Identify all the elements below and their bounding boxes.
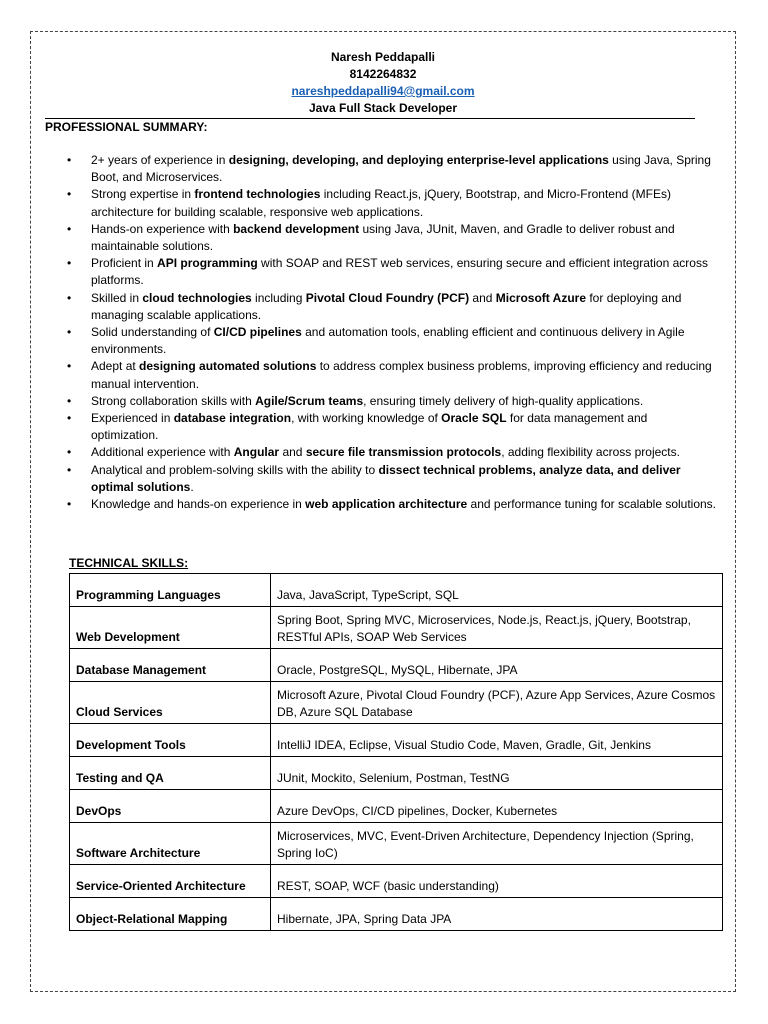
summary-item-text: and [279, 445, 306, 460]
bullet-icon: • [67, 359, 72, 374]
summary-item-text: for data management and optimization. [91, 411, 648, 443]
summary-item [45, 324, 717, 358]
summary-item-text: Proficient in [91, 256, 158, 271]
skills-row [70, 682, 723, 724]
summary-heading: PROFESSIONAL SUMMARY: [45, 120, 208, 134]
summary-item-text: Solid understanding of [91, 325, 214, 340]
summary-item-text: using Java, JUnit, Maven, and Gradle to deliver robust and maintainable solutions. [91, 221, 675, 254]
summary-item-text: , adding flexibility across projects. [501, 445, 680, 460]
summary-item [45, 410, 717, 444]
summary-item [45, 444, 717, 461]
skill-values: Microsoft Azure, Pivotal Cloud Foundry (PCF), Azure App Services, Azure Cosmos DB, Azure SQL Database [271, 682, 723, 724]
summary-item [45, 358, 717, 392]
summary-item-emphasis: secure file transmission protocols [305, 445, 502, 460]
skill-category: Programming Languages [70, 574, 271, 607]
skills-row [70, 898, 723, 931]
summary-item-emphasis: database integration [173, 411, 292, 426]
summary-item-emphasis: dissect technical problems, analyze data, and deliver optimal solutions [91, 462, 681, 494]
summary-item [45, 462, 717, 496]
resume-page [30, 31, 736, 992]
bullet-icon: • [67, 187, 72, 202]
bullet-icon: • [67, 325, 72, 340]
skill-values: Oracle, PostgreSQL, MySQL, Hibernate, JPA [271, 649, 723, 682]
header-divider [45, 118, 695, 119]
skill-category: Software Architecture [70, 823, 271, 865]
skills-table [69, 573, 723, 931]
summary-item-text: and performance tuning for scalable solutions. [467, 497, 717, 512]
skills-row [70, 607, 723, 649]
summary-item-text: Experienced in [91, 411, 174, 426]
summary-item-text: Skilled in [91, 290, 143, 305]
skill-category: Testing and QA [70, 757, 271, 790]
skills-row [70, 757, 723, 790]
candidate-phone: 8142264832 [349, 67, 417, 81]
skill-category: Object-Relational Mapping [70, 898, 271, 931]
summary-item-text: . [190, 479, 194, 494]
summary-item [45, 393, 717, 410]
summary-item-emphasis: designing, developing, and deploying enterprise-level applications [228, 153, 609, 167]
skill-values: Java, JavaScript, TypeScript, SQL [271, 574, 723, 607]
summary-item-text: and [469, 290, 496, 305]
skills-row [70, 790, 723, 823]
summary-item-text: , ensuring timely delivery of high-quality applications. [363, 393, 644, 408]
summary-item-text: including React.js, jQuery, Bootstrap, and Micro-Frontend (MFEs) architecture for building scalable, responsive web applications. [91, 187, 671, 219]
summary-item-text: to address complex business problems, improving efficiency and reducing manual intervention. [91, 359, 712, 391]
skills-row [70, 724, 723, 757]
bullet-icon: • [67, 290, 72, 305]
summary-item-text: Hands-on experience with [91, 221, 234, 236]
bullet-icon: • [67, 445, 72, 460]
skill-category: Cloud Services [70, 682, 271, 724]
bullet-icon: • [67, 256, 72, 271]
summary-item-emphasis: web application architecture [305, 497, 468, 512]
candidate-name: Naresh Peddapalli [330, 50, 436, 64]
skill-values: REST, SOAP, WCF (basic understanding) [271, 865, 723, 898]
summary-item-emphasis: API programming [157, 256, 258, 271]
summary-item [45, 290, 717, 324]
summary-item-text: including [251, 290, 306, 305]
summary-item [45, 152, 717, 186]
summary-item-emphasis: Oracle SQL [441, 411, 507, 426]
skill-values: Azure DevOps, CI/CD pipelines, Docker, Kubernetes [271, 790, 723, 823]
summary-list [45, 152, 717, 513]
skill-category: Service-Oriented Architecture [70, 865, 271, 898]
resume-header [31, 49, 735, 117]
candidate-title: Java Full Stack Developer [308, 101, 458, 115]
summary-item-emphasis: Angular [233, 445, 280, 460]
summary-item-text: and automation tools, enabling efficient and continuous delivery in Agile environments. [91, 325, 685, 357]
summary-item-text: Additional experience with [91, 445, 234, 460]
candidate-email-link[interactable]: nareshpeddapalli94@gmail.com [291, 84, 475, 98]
bullet-icon: • [67, 411, 72, 426]
summary-item-text: Analytical and problem-solving skills with the ability to [91, 462, 379, 477]
skills-heading: TECHNICAL SKILLS: [69, 556, 189, 570]
bullet-icon: • [67, 497, 72, 512]
summary-item-emphasis: Microsoft Azure [495, 290, 587, 305]
summary-item-text: Strong expertise in [91, 187, 195, 202]
summary-item-text: for deploying and managing scalable applications. [91, 290, 682, 322]
summary-item [45, 221, 717, 255]
summary-item-text: Strong collaboration skills with [91, 393, 256, 408]
summary-item-emphasis: backend development [233, 221, 360, 236]
skill-category: Database Management [70, 649, 271, 682]
skill-category: Development Tools [70, 724, 271, 757]
summary-item [45, 255, 717, 289]
summary-item-text: using Java, Spring Boot, and Microservices. [91, 153, 711, 185]
summary-item-text: , with working knowledge of [291, 411, 442, 426]
summary-item-emphasis: designing automated solutions [139, 359, 317, 374]
bullet-icon: • [67, 153, 72, 167]
bullet-icon: • [67, 393, 72, 408]
summary-item-text: 2+ years of experience in [91, 153, 229, 167]
skill-values: Microservices, MVC, Event-Driven Architecture, Dependency Injection (Spring, Spring IoC) [271, 823, 723, 865]
skill-category: Web Development [70, 607, 271, 649]
summary-item-emphasis: CI/CD pipelines [213, 325, 302, 340]
skill-values: Hibernate, JPA, Spring Data JPA [271, 898, 723, 931]
skill-values: IntelliJ IDEA, Eclipse, Visual Studio Code, Maven, Gradle, Git, Jenkins [271, 724, 723, 757]
bullet-icon: • [67, 221, 72, 236]
skills-row [70, 865, 723, 898]
skill-values: Spring Boot, Spring MVC, Microservices, Node.js, React.js, jQuery, Bootstrap, RESTful APIs, SOAP Web Services [271, 607, 723, 649]
summary-item [45, 186, 717, 220]
skill-values: JUnit, Mockito, Selenium, Postman, TestNG [271, 757, 723, 790]
summary-item-emphasis: Pivotal Cloud Foundry (PCF) [305, 290, 470, 305]
summary-item-text: Adept at [91, 359, 140, 374]
skill-category: DevOps [70, 790, 271, 823]
summary-item-emphasis: Agile/Scrum teams [255, 393, 364, 408]
summary-item-emphasis: cloud technologies [142, 290, 252, 305]
summary-item-text: with SOAP and REST web services, ensuring secure and efficient integration across platforms. [91, 256, 708, 288]
bullet-icon: • [67, 462, 72, 477]
summary-item [45, 496, 717, 513]
skills-row [70, 823, 723, 865]
skills-row [70, 574, 723, 607]
summary-item-emphasis: frontend technologies [194, 187, 321, 202]
skills-row [70, 649, 723, 682]
summary-item-text: Knowledge and hands-on experience in [91, 497, 306, 512]
